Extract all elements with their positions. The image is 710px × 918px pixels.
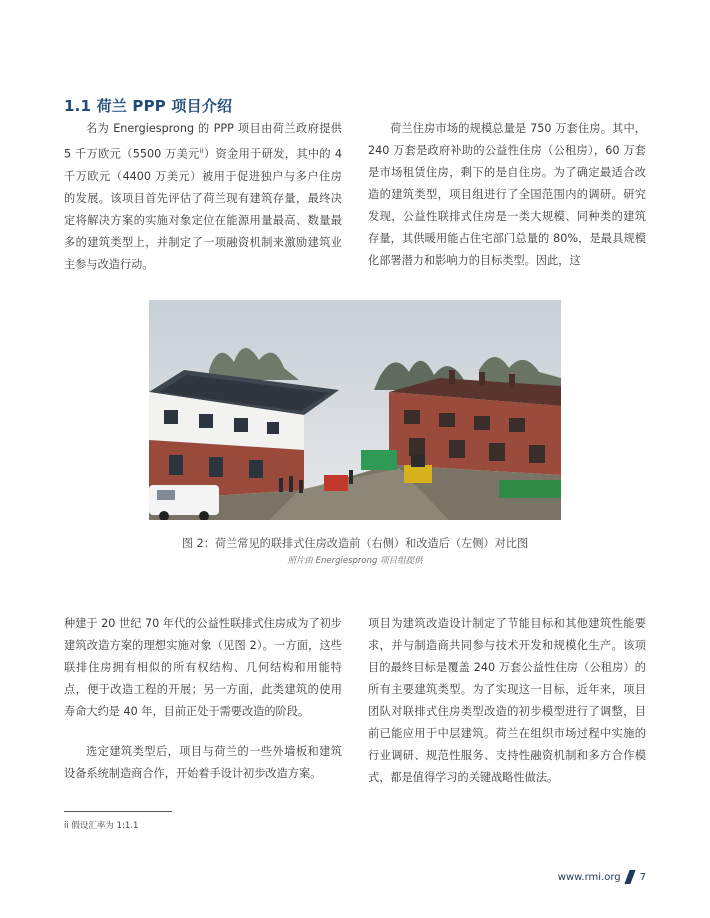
slash-icon	[624, 870, 635, 884]
paragraph: 名为 Energiesprong 的 PPP 项目由荷兰政府提供 5 千万欧元（5500 万美元$^{ii}$）资金用于研发，其中的 4 千万欧元（4400 万美元）被用于促进独户与多户住房的发展。该项目首先评估了荷兰现有建筑存量，最终决定将解决方案的实施对象定位在能源用量最高、数量最多的建筑类型上，并制定了一项融资机制来激励建筑业主参与改造行动。	[64, 122, 342, 271]
rowhouses-photo-illustration	[149, 300, 561, 520]
column-2	[368, 118, 646, 272]
paragraph: 项目为建筑改造设计制定了节能目标和其他建筑性能要求，并与制造商共同参与技术开发和规模化生产。该项目的最终目标是覆盖 240 万套公益性住房（公租房）的所有主要建筑类型。为了实现这一目标，近年来，项目团队对联排式住房类型改造的初步模型进行了调整，目前已能应用于中层建筑。荷兰在组织市场过程中实施的行业调研、规范性服务、支持性融资机制和多方合作模式，都是值得学习的关键战略性做法。	[368, 617, 646, 784]
footnote-divider	[64, 811, 172, 812]
column-3	[64, 613, 342, 785]
page-number: 7	[639, 871, 646, 883]
paragraph: 选定建筑类型后，项目与荷兰的一些外墙板和建筑设备系统制造商合作，开始着手设计初步改造方案。	[64, 745, 342, 780]
footnote-ref: ii	[199, 147, 204, 155]
column-1	[64, 118, 342, 276]
figure-credit: 照片由 Energiesprong 项目组提供	[287, 556, 423, 566]
page-footer	[558, 870, 646, 884]
footer-site: www.rmi.org	[557, 871, 621, 883]
paragraph: 荷兰住房市场的规模总量是 750 万套住房。其中，240 万套是政府补助的公益性住房（公租房），60 万套是市场租赁住房，剩下的是自住房。为了确定最适合改造的建筑类型，项目组进行了全国范围内的调研。研究发现，公益性联排式住房是一类大规模、同种类的建筑存量，其供暖用能占住宅部门总量的 80%，是最具规模化部署潜力和影响力的目标类型。因此，这	[368, 122, 646, 267]
paragraph: 种建于 20 世纪 70 年代的公益性联排式住房成为了初步建筑改造方案的理想实施对象（见图 2）。一方面，这些联排住房拥有相似的所有权结构、几何结构和用能特点，便于改造工程的开展；另一方面，此类建筑的使用寿命大约是 40 年，目前正处于需要改造的阶段。	[64, 617, 342, 718]
footnote: ii 假设汇率为 1:1.1	[64, 821, 139, 831]
figure-photo	[149, 300, 561, 520]
figure-caption: 图 2：荷兰常见的联排式住房改造前（右侧）和改造后（左侧）对比图	[181, 537, 529, 550]
section-heading: 1.1 荷兰 PPP 项目介绍	[64, 97, 233, 115]
column-4	[368, 613, 646, 789]
